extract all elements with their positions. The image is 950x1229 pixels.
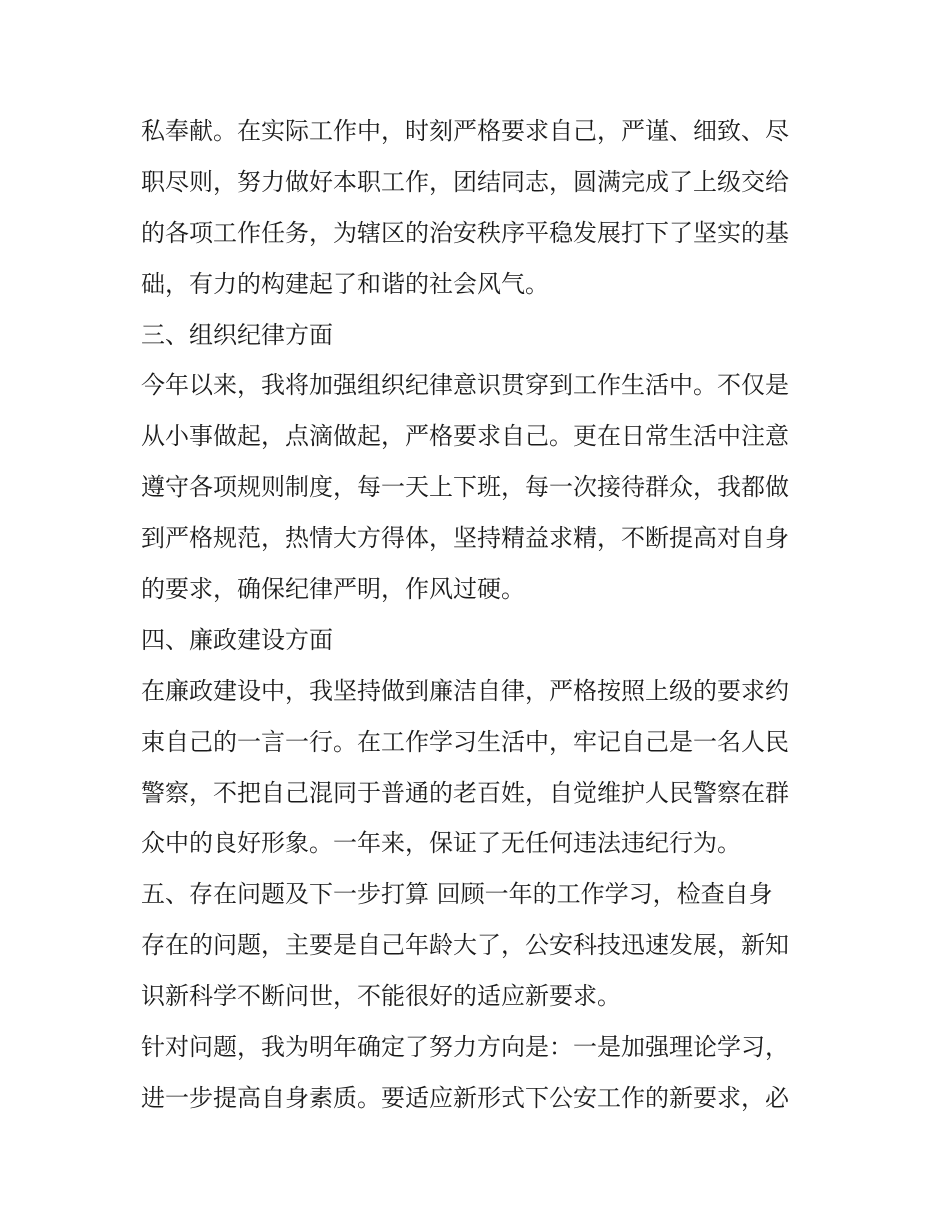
body-line: 今年以来，我将加强组织纪律意识贯穿到工作生活中。不仅是 <box>141 371 789 400</box>
body-line: 识新科学不断问世，不能很好的适应新要求。 <box>141 982 621 1011</box>
body-line: 在廉政建设中，我坚持做到廉洁自律，严格按照上级的要求约 <box>141 676 789 705</box>
body-line: 针对问题，我为明年确定了努力方向是：一是加强理论学习， <box>141 1033 789 1062</box>
body-line: 础，有力的构建起了和谐的社会风气。 <box>141 269 549 298</box>
section-heading-integrity: 四、廉政建设方面 <box>141 625 333 654</box>
section-heading-discipline: 三、组织纪律方面 <box>141 320 333 349</box>
document-body <box>141 106 821 1124</box>
body-line: 私奉献。在实际工作中，时刻严格要求自己，严谨、细致、尽 <box>141 117 789 145</box>
body-line: 存在的问题，主要是自己年龄大了，公安科技迅速发展，新知 <box>141 931 789 960</box>
body-line: 遵守各项规则制度，每一天上下班，每一次接待群众，我都做 <box>141 473 789 502</box>
body-line: 职尽则，努力做好本职工作，团结同志，圆满完成了上级交给 <box>141 167 789 196</box>
body-line: 众中的良好形象。一年来，保证了无任何违法违纪行为。 <box>141 829 741 858</box>
body-line: 从小事做起，点滴做起，严格要求自己。更在日常生活中注意 <box>141 422 789 451</box>
body-line: 到严格规范，热情大方得体，坚持精益求精，不断提高对自身 <box>141 524 789 553</box>
section-heading-problems: 五、存在问题及下一步打算 回顾一年的工作学习，检查自身 <box>141 880 773 909</box>
body-line: 警察，不把自己混同于普通的老百姓，自觉维护人民警察在群 <box>141 778 789 807</box>
body-line: 进一步提高自身素质。要适应新形式下公安工作的新要求，必 <box>141 1083 789 1112</box>
body-line: 的要求，确保纪律严明，作风过硬。 <box>141 575 525 604</box>
body-line: 束自己的一言一行。在工作学习生活中，牢记自己是一名人民 <box>141 727 789 756</box>
body-line: 的各项工作任务，为辖区的治安秩序平稳发展打下了坚实的基 <box>141 218 789 247</box>
